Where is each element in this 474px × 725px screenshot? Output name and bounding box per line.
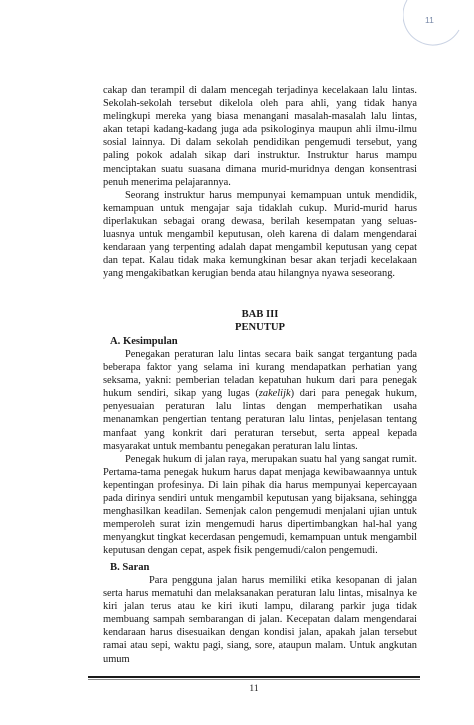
section-b-text (103, 574, 417, 666)
section-a-heading: A. Kesimpulan (110, 336, 178, 347)
intro-paragraph-1: cakap dan terampil di dalam mencegah terjadinya kecelakaan lalu lintas. Sekolah-sekolah tersebut dikelola oleh para ahli, yang tidak hanya melingkupi mereka yang biasa menangani masalah-masalah lalu lintas, akan tetapi kadang-kadang juga ada psikologinya maupun ahli ilmu-ilmu sosial lainnya. Di dalam sekolah pendidikan pengemudi tersebut, yang paling pokok adalah sikap dari instruktur. Instruktur harus mampu menciptakan suatu suasana dimana murid-muridnya dengan konsentrasi penuh menerima pelajarannya. (103, 85, 417, 188)
section-a-paragraph-2: Penegak hukum di jalan raya, merupakan suatu hal yang sangat rumit. Pertama-tama penegak hukum harus dapat menjaga kewibawaannya untuk kepentingan profesinya. Di lain pihak dia harus mempunyai kepercayaan pada dirinya sendiri untuk mengambil keputusan yang bijaksana, sehingga menghasilkan keadilan. Semenjak calon pengemudi menjalani ujian untuk memperoleh surat izin mengemudi harus dipertimbangkan hal-hal yang menyangkut tingkat kecerdasan pengemudi, kemampuan untuk mengambil keputusan dengan cepat, aspek fisik pengemudi/calon pengemudi. (103, 453, 417, 557)
corner-page-marker (403, 0, 463, 46)
intro-text (103, 84, 417, 280)
corner-page-number: 11 (425, 15, 434, 25)
footer-rule (88, 676, 420, 678)
chapter-number: BAB III (241, 309, 279, 320)
chapter-title: PENUTUP (234, 322, 286, 333)
section-a-p1-before: Penegakan peraturan lalu lintas secara baik sangat tergantung pada beberapa faktor yang selama ini kurang mendapatkan perhatian yang seksama, yakni: pemberian teladan kepatuhan hukum dari para penegak hukum sendiri, sikap yang lugas ( (103, 349, 417, 400)
section-a-p1-italic: zakelijk (258, 388, 291, 400)
intro-paragraph-2: Seorang instruktur harus mempunyai kemampuan untuk mendidik, kemampuan untuk mengajar saja tidaklah cukup. Murid-murid harus diperlakukan sebagai orang dewasa, berilah kesempatan yang seluas-luasnya untuk mengambil keputusan, oleh karena di dalam mengendarai kendaraan yang terpenting adalah dapat mengambil keputusan yang cepat dan tepat. Kalau tidak maka kemungkinan besar akan terjadi kecelakaan yang mengakibatkan kerugian benda atau hilangnya nyawa seseorang. (103, 189, 417, 280)
section-b-paragraph-1: Para pengguna jalan harus memiliki etika kesopanan di jalan serta harus mematuhi dan melaksanakan peraturan lalu lintas, misalnya ke kiri jalan terus atau ke kiri ikuti lampu, dilarang parkir juga tidak membuang sampah sembarangan di jalan. Kecepatan dalam mengendarai kendaraan harus disesuaikan dengan kondisi jalan, apakah jalan tersebut ramai atau sepi, waktu pagi, siang, sore, ataupun malam. Untuk angkutan umum (103, 575, 417, 665)
section-b-heading: B. Saran (110, 562, 150, 573)
section-a-paragraph-1 (103, 348, 417, 453)
footer-rule-thin (88, 679, 420, 680)
section-a-p1-after: ) dari para penegak hukum, penyesuaian peraturan lalu lintas dengan memperhatikan usaha menanamkan pengertian tentang peraturan lalu lintas, penjelasan tentang manfaat yang konkrit dari peraturan tersebut, serta appeal kepada masyarakat untuk membantu penegakan peraturan lalu lintas. (103, 388, 417, 452)
footer-page-number: 11 (249, 684, 259, 694)
section-a-text (103, 348, 417, 558)
